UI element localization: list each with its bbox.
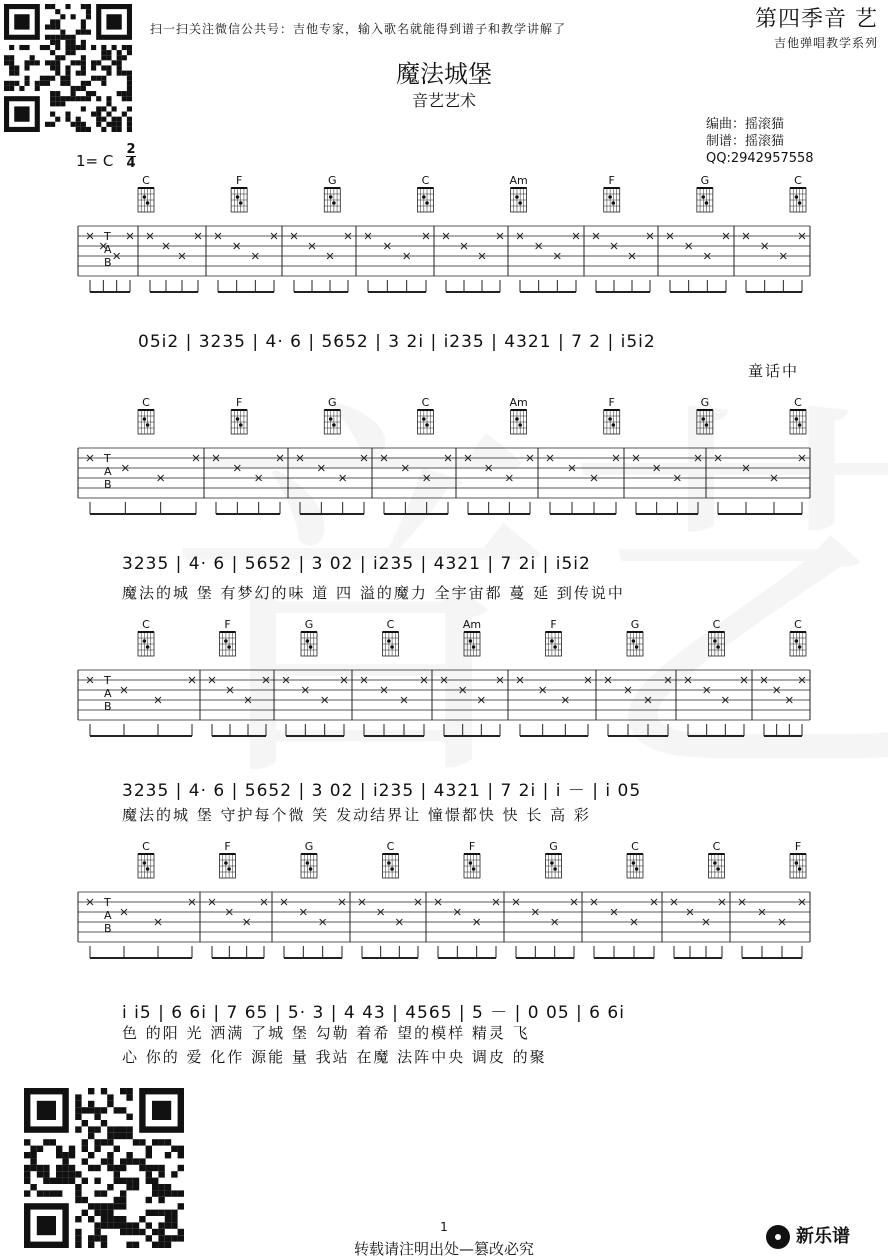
chord-name: Am bbox=[462, 618, 482, 631]
numbered-line-1: 05i2 | 3235 | 4· 6 | 5652 | 3 2i | i235 | 4321 | 7 2 | i5i2 bbox=[138, 332, 656, 352]
tab-clef-letter: B bbox=[104, 478, 112, 491]
finger-dot bbox=[425, 423, 429, 427]
lyric-line-1: 童话中 bbox=[748, 362, 800, 380]
song-title: 魔法城堡 bbox=[396, 60, 492, 88]
artist-name: 音艺艺术 bbox=[411, 91, 476, 110]
chord-name: F bbox=[794, 840, 802, 853]
finger-dot bbox=[713, 639, 717, 643]
finger-dot bbox=[332, 423, 336, 427]
finger-dot bbox=[716, 645, 720, 649]
tab-system bbox=[78, 618, 810, 736]
finger-dot bbox=[635, 645, 639, 649]
finger-dot bbox=[143, 417, 147, 421]
chord-name: C bbox=[386, 618, 395, 631]
chord-diagram bbox=[709, 618, 725, 656]
numbered-line-3: 3235 | 4· 6 | 5652 | 3 02 | i235 | 4321 | 7 2i | i － | i 05 bbox=[122, 781, 642, 801]
chord-name: C bbox=[712, 840, 721, 853]
lyric-line-4a: 色 的阳 光 洒满 了城 堡 勾勒 着希 望的模样 精灵 飞 bbox=[122, 1024, 530, 1042]
chord-name: C bbox=[142, 618, 150, 631]
chord-name: G bbox=[630, 618, 640, 631]
chord-diagram bbox=[138, 618, 154, 656]
finger-dot bbox=[472, 645, 476, 649]
tab-system bbox=[78, 840, 810, 958]
credit-transcriber: 制谱：摇滚猫 bbox=[706, 134, 785, 149]
finger-dot bbox=[795, 639, 799, 643]
chord-diagram bbox=[509, 174, 527, 212]
copyright-notice: 转载请注明出处—篡改必究 bbox=[353, 1240, 534, 1258]
tab-clef-letter: B bbox=[104, 922, 112, 935]
finger-dot bbox=[390, 867, 394, 871]
credit-qq: QQ:2942957558 bbox=[706, 151, 814, 166]
chord-diagram bbox=[220, 840, 236, 878]
finger-dot bbox=[469, 639, 473, 643]
chord-name: C bbox=[712, 618, 721, 631]
finger-dot bbox=[309, 867, 313, 871]
chord-name: C bbox=[142, 840, 150, 853]
finger-dot bbox=[239, 423, 243, 427]
chord-diagram bbox=[790, 840, 806, 878]
finger-dot bbox=[515, 417, 519, 421]
finger-dot bbox=[469, 861, 473, 865]
finger-dot bbox=[387, 639, 391, 643]
tab-system bbox=[78, 396, 810, 514]
tab-clef-letter: T bbox=[104, 230, 111, 243]
finger-dot bbox=[239, 201, 243, 205]
finger-dot bbox=[705, 201, 709, 205]
chord-name: F bbox=[608, 396, 615, 409]
finger-dot bbox=[143, 639, 147, 643]
finger-dot bbox=[236, 417, 240, 421]
chord-name: F bbox=[608, 174, 615, 187]
logo-text: 新乐谱 bbox=[796, 1226, 850, 1247]
chord-name: Am bbox=[509, 396, 528, 409]
chord-name: G bbox=[700, 396, 710, 409]
chord-name: C bbox=[794, 618, 802, 631]
chord-name: C bbox=[421, 396, 430, 409]
tab-clef-letter: T bbox=[104, 896, 111, 909]
finger-dot bbox=[332, 201, 336, 205]
tab-clef-letter: A bbox=[104, 465, 112, 478]
chord-diagram bbox=[697, 396, 713, 434]
lyric-line-4b: 心 你的 爱 化作 源能 量 我站 在魔 法阵中央 调皮 的聚 bbox=[122, 1048, 547, 1066]
chord-diagram bbox=[138, 174, 154, 212]
finger-dot bbox=[612, 423, 616, 427]
chord-diagram bbox=[231, 396, 247, 434]
finger-dot bbox=[146, 645, 150, 649]
chord-name: F bbox=[468, 840, 476, 853]
tab-clef-letter: T bbox=[104, 452, 111, 465]
finger-dot bbox=[224, 861, 228, 865]
tab-clef-letter: T bbox=[104, 674, 111, 687]
chord-diagram bbox=[301, 618, 317, 656]
chord-diagram bbox=[231, 174, 247, 212]
tab-clef-letter: A bbox=[104, 243, 112, 256]
finger-dot bbox=[795, 195, 799, 199]
finger-dot bbox=[518, 201, 522, 205]
chord-diagram bbox=[138, 396, 154, 434]
finger-dot bbox=[146, 423, 150, 427]
chord-diagram bbox=[604, 396, 620, 434]
chord-diagram bbox=[417, 396, 433, 434]
finger-dot bbox=[798, 201, 802, 205]
chord-diagram bbox=[697, 174, 713, 212]
finger-dot bbox=[329, 195, 333, 199]
finger-dot bbox=[518, 423, 522, 427]
chord-name: G bbox=[328, 174, 337, 187]
site-logo bbox=[766, 1222, 850, 1249]
chord-diagram bbox=[324, 174, 340, 212]
finger-dot bbox=[608, 417, 612, 421]
finger-dot bbox=[798, 867, 802, 871]
lyric-line-2: 魔法的城 堡 有梦幻的味 道 四 溢的魔力 全宇宙都 蔓 延 到传说中 bbox=[122, 584, 625, 602]
finger-dot bbox=[425, 201, 429, 205]
chord-name: F bbox=[235, 396, 243, 409]
chord-name: C bbox=[142, 396, 150, 409]
chord-diagram bbox=[220, 618, 236, 656]
finger-dot bbox=[701, 195, 705, 199]
finger-dot bbox=[422, 417, 426, 421]
finger-dot bbox=[143, 195, 147, 199]
finger-dot bbox=[227, 867, 231, 871]
credit-arranger: 编曲：摇滚猫 bbox=[706, 117, 785, 132]
tab-clef-letter: B bbox=[104, 700, 112, 713]
finger-dot bbox=[795, 861, 799, 865]
key-signature: 1= C bbox=[76, 152, 114, 170]
finger-dot bbox=[306, 639, 310, 643]
chord-diagram bbox=[604, 174, 620, 212]
finger-dot bbox=[701, 417, 705, 421]
finger-dot bbox=[550, 861, 554, 865]
brand-title: 第四季音 艺 bbox=[755, 7, 878, 32]
time-signature-bottom: 4 bbox=[126, 156, 136, 171]
chord-name: Am bbox=[509, 174, 528, 187]
chord-name: F bbox=[550, 618, 557, 631]
page-number: 1 bbox=[440, 1220, 448, 1234]
finger-dot bbox=[224, 639, 228, 643]
chord-diagram bbox=[417, 174, 433, 212]
finger-dot bbox=[329, 417, 333, 421]
finger-dot bbox=[472, 867, 476, 871]
tab-clef-letter: A bbox=[104, 687, 112, 700]
chord-name: G bbox=[304, 840, 314, 853]
chord-diagram bbox=[463, 618, 481, 656]
finger-dot bbox=[635, 867, 639, 871]
finger-dot bbox=[422, 195, 426, 199]
finger-dot bbox=[632, 861, 636, 865]
tab-system bbox=[78, 174, 810, 292]
chord-name: F bbox=[235, 174, 243, 187]
chord-name: C bbox=[421, 174, 430, 187]
finger-dot bbox=[227, 645, 231, 649]
tab-clef-letter: B bbox=[104, 256, 112, 269]
record-icon bbox=[766, 1225, 790, 1249]
brand-subtitle: 吉他弹唱教学系列 bbox=[773, 36, 878, 50]
finger-dot bbox=[716, 867, 720, 871]
finger-dot bbox=[306, 861, 310, 865]
chord-name: C bbox=[794, 396, 802, 409]
chord-name: G bbox=[700, 174, 710, 187]
lyric-line-3: 魔法的城 堡 守护每个微 笑 发动结界让 憧憬都快 快 长 高 彩 bbox=[122, 806, 591, 824]
chord-diagram bbox=[546, 618, 562, 656]
finger-dot bbox=[553, 645, 557, 649]
chord-diagram bbox=[301, 840, 317, 878]
chord-diagram bbox=[790, 396, 806, 434]
chord-diagram bbox=[138, 840, 154, 878]
finger-dot bbox=[713, 861, 717, 865]
chord-name: C bbox=[794, 174, 802, 187]
chord-name: C bbox=[631, 840, 639, 853]
finger-dot bbox=[146, 201, 150, 205]
finger-dot bbox=[608, 195, 612, 199]
finger-dot bbox=[798, 645, 802, 649]
finger-dot bbox=[798, 423, 802, 427]
chord-diagram bbox=[709, 840, 725, 878]
chord-diagram bbox=[383, 840, 399, 878]
numbered-line-2: 3235 | 4· 6 | 5652 | 3 02 | i235 | 4321 | 7 2i | i5i2 bbox=[122, 554, 591, 574]
finger-dot bbox=[515, 195, 519, 199]
numbered-line-4: i i5 | 6 6i | 7 65 | 5· 3 | 4 43 | 4565 | 5 － | 0 05 | 6 6i bbox=[122, 1003, 625, 1023]
finger-dot bbox=[309, 645, 313, 649]
chord-name: G bbox=[328, 396, 337, 409]
finger-dot bbox=[143, 861, 147, 865]
chord-diagram bbox=[509, 396, 527, 434]
finger-dot bbox=[236, 195, 240, 199]
chord-name: C bbox=[386, 840, 395, 853]
wechat-notice: 扫一扫关注微信公共号：吉他专家，输入歌名就能得到谱子和教学讲解了 bbox=[150, 22, 567, 36]
chord-diagram bbox=[324, 396, 340, 434]
finger-dot bbox=[795, 417, 799, 421]
chord-name: C bbox=[142, 174, 150, 187]
chord-diagram bbox=[383, 618, 399, 656]
chord-diagram bbox=[790, 174, 806, 212]
chord-diagram bbox=[464, 840, 480, 878]
finger-dot bbox=[387, 861, 391, 865]
finger-dot bbox=[705, 423, 709, 427]
finger-dot bbox=[550, 639, 554, 643]
finger-dot bbox=[632, 639, 636, 643]
chord-diagram bbox=[546, 840, 562, 878]
chord-diagram bbox=[627, 618, 643, 656]
chord-diagram bbox=[627, 840, 643, 878]
chord-name: F bbox=[224, 618, 231, 631]
finger-dot bbox=[390, 645, 394, 649]
tab-clef-letter: A bbox=[104, 909, 112, 922]
chord-name: G bbox=[304, 618, 314, 631]
finger-dot bbox=[612, 201, 616, 205]
time-signature-top: 2 bbox=[126, 142, 136, 157]
chord-diagram bbox=[790, 618, 806, 656]
chord-name: G bbox=[549, 840, 558, 853]
finger-dot bbox=[146, 867, 150, 871]
finger-dot bbox=[553, 867, 557, 871]
chord-name: F bbox=[224, 840, 231, 853]
